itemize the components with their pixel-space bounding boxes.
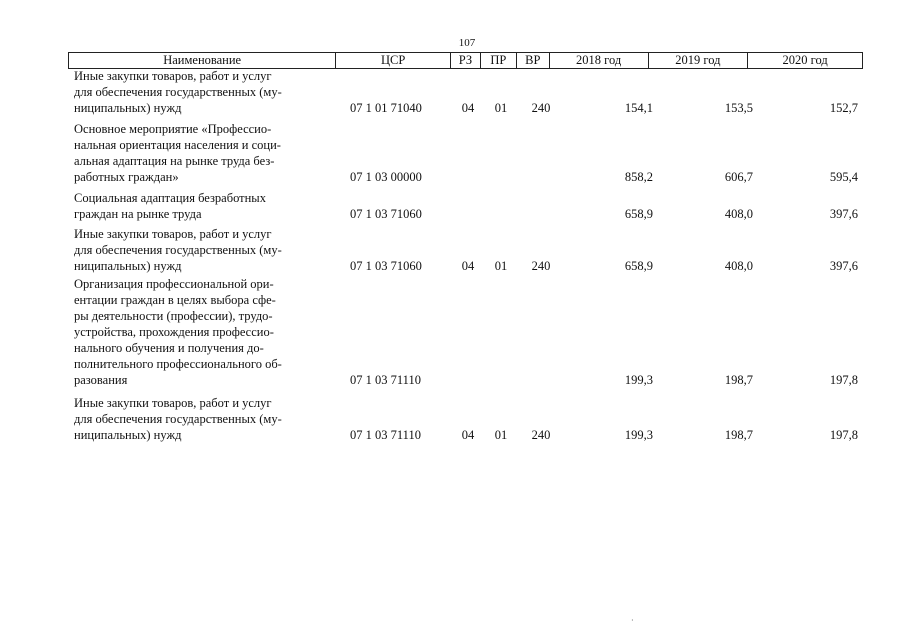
row-name-line: ниципальных) нужд xyxy=(74,428,182,442)
row-2019: 153,5 xyxy=(724,101,753,115)
row-pr: 01 xyxy=(494,428,508,442)
row-name-line: Социальная адаптация безработных xyxy=(74,191,266,205)
row-vr: 240 xyxy=(531,101,551,115)
row-2020: 397,6 xyxy=(829,207,858,221)
row-name-line: полнительного профессионального об- xyxy=(74,357,282,371)
row-name-line: Иные закупки товаров, работ и услуг xyxy=(74,396,272,410)
header-csr: ЦСР xyxy=(336,53,451,68)
row-name-line: разования xyxy=(74,373,128,387)
row-2019: 198,7 xyxy=(724,428,753,442)
row-name-line: альная адаптация на рынке труда без- xyxy=(74,154,275,168)
row-2020: 595,4 xyxy=(829,170,858,184)
row-name-line: нальная ориентация населения и соци- xyxy=(74,138,281,152)
row-csr: 07 1 03 71060 xyxy=(350,207,422,221)
row-rz: 04 xyxy=(461,259,475,273)
page-number: 107 xyxy=(458,37,476,49)
row-rz: 04 xyxy=(461,428,475,442)
row-2019: 198,7 xyxy=(724,373,753,387)
row-name-line: для обеспечения государственных (му- xyxy=(74,85,282,99)
row-name xyxy=(74,276,336,388)
row-name xyxy=(74,68,336,116)
row-2019: 408,0 xyxy=(724,207,753,221)
row-csr: 07 1 03 71060 xyxy=(350,259,422,273)
row-name-line: ниципальных) нужд xyxy=(74,259,182,273)
row-2020: 397,6 xyxy=(829,259,858,273)
row-vr: 240 xyxy=(531,259,551,273)
row-csr: 07 1 03 71110 xyxy=(350,428,421,442)
row-2018: 858,2 xyxy=(624,170,653,184)
row-name xyxy=(74,395,336,443)
header-2018: 2018 год xyxy=(550,53,649,68)
row-pr: 01 xyxy=(494,259,508,273)
row-2019: 408,0 xyxy=(724,259,753,273)
row-2019: 606,7 xyxy=(724,170,753,184)
row-name-line: граждан на рынке труда xyxy=(74,207,202,221)
row-name-line: Организация профессиональной ори- xyxy=(74,277,274,291)
row-vr: 240 xyxy=(531,428,551,442)
row-2018: 658,9 xyxy=(624,207,653,221)
row-name-line: ниципальных) нужд xyxy=(74,101,182,115)
header-pr: ПР xyxy=(481,53,517,68)
row-name-line: устройства, прохождения профессио- xyxy=(74,325,274,339)
row-name-line: Иные закупки товаров, работ и услуг xyxy=(74,227,272,241)
row-name-line: Иные закупки товаров, работ и услуг xyxy=(74,69,272,83)
row-name xyxy=(74,121,336,185)
row-name-line: для обеспечения государственных (му- xyxy=(74,243,282,257)
row-name-line: нального обучения и получения до- xyxy=(74,341,264,355)
header-rz: РЗ xyxy=(451,53,481,68)
row-2020: 197,8 xyxy=(829,428,858,442)
row-2018: 199,3 xyxy=(624,428,653,442)
row-csr: 07 1 03 71110 xyxy=(350,373,421,387)
header-2019: 2019 год xyxy=(649,53,749,68)
row-name-line: работных граждан» xyxy=(74,170,179,184)
row-pr: 01 xyxy=(494,101,508,115)
row-2018: 658,9 xyxy=(624,259,653,273)
row-2020: 197,8 xyxy=(829,373,858,387)
row-name xyxy=(74,190,336,222)
row-rz: 04 xyxy=(461,101,475,115)
row-csr: 07 1 03 00000 xyxy=(350,170,422,184)
header-vr: ВР xyxy=(517,53,550,68)
row-2018: 199,3 xyxy=(624,373,653,387)
row-csr: 07 1 01 71040 xyxy=(350,101,422,115)
row-name-line: ры деятельности (профессии), трудо- xyxy=(74,309,273,323)
header-name: Наименование xyxy=(69,53,336,68)
row-2018: 154,1 xyxy=(624,101,653,115)
row-name-line: ентации граждан в целях выбора сфе- xyxy=(74,293,276,307)
row-name xyxy=(74,226,336,274)
row-name-line: Основное мероприятие «Профессио- xyxy=(74,122,272,136)
header-2020: 2020 год xyxy=(782,53,828,67)
row-2020: 152,7 xyxy=(829,101,858,115)
row-name-line: для обеспечения государственных (му- xyxy=(74,412,282,426)
scan-mark: · xyxy=(631,616,634,625)
